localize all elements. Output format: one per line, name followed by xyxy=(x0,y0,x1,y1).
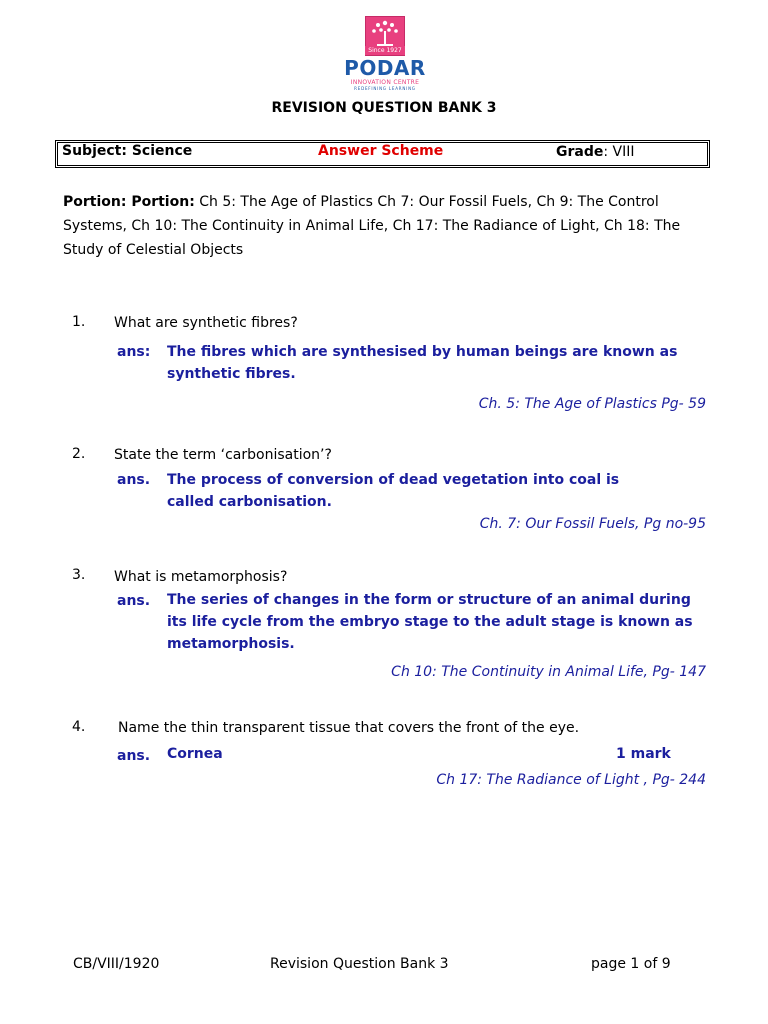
logo-name: PODAR xyxy=(344,56,426,80)
chapter-reference: Ch 17: The Radiance of Light , Pg- 244 xyxy=(436,772,706,788)
page-title: REVISION QUESTION BANK 3 xyxy=(271,100,497,116)
portion-paragraph xyxy=(63,190,713,262)
footer-title: Revision Question Bank 3 xyxy=(270,956,449,972)
answer-text: The series of changes in the form or structure of an animal during its life cycle from the embryo stage to the adult stage is known as metamorphosis. xyxy=(167,592,693,652)
grade-label: Grade xyxy=(556,144,604,160)
question-number: 1. xyxy=(72,314,86,330)
answer-label: ans: xyxy=(117,344,151,360)
logo-tagline: REDEFINING LEARNING xyxy=(354,86,416,91)
footer-code: CB/VIII/1920 xyxy=(73,956,160,972)
question-number: 2. xyxy=(72,446,86,462)
grade-field xyxy=(556,144,635,160)
portion-text: Ch 5: The Age of Plastics Ch 7: Our Fossil Fuels, Ch 9: The Control Systems, Ch 10: The Continuity in Animal Life, Ch 17: The Radiance of Light, Ch 18: The Study of Celestial Objects xyxy=(63,194,681,258)
logo-since: Since 1927 xyxy=(365,46,405,55)
answer-label: ans. xyxy=(117,593,151,609)
portion-label: Portion: Portion: xyxy=(63,194,195,210)
answer-label: ans. xyxy=(117,748,151,764)
answer-text: Cornea xyxy=(167,746,223,762)
answer-text: The fibres which are synthesised by human beings are known as synthetic fibres. xyxy=(167,344,678,382)
footer-page-number: page 1 of 9 xyxy=(591,956,671,972)
question-text: State the term ‘carbonisation’? xyxy=(114,447,332,463)
question-text: What are synthetic fibres? xyxy=(114,315,298,331)
marks-label: 1 mark xyxy=(616,746,671,762)
answer-text: The process of conversion of dead vegetation into coal is called carbonisation. xyxy=(167,472,620,510)
answer-scheme-label: Answer Scheme xyxy=(318,143,444,159)
chapter-reference: Ch. 7: Our Fossil Fuels, Pg no-95 xyxy=(479,516,706,532)
question-number: 4. xyxy=(72,719,86,735)
logo-subtitle: INNOVATION CENTRE xyxy=(350,79,420,86)
chapter-reference: Ch 10: The Continuity in Animal Life, Pg- 147 xyxy=(391,664,706,680)
chapter-reference: Ch. 5: The Age of Plastics Pg- 59 xyxy=(478,396,706,412)
question-text: What is metamorphosis? xyxy=(114,569,288,585)
tree-icon xyxy=(366,17,404,49)
question-number: 3. xyxy=(72,567,86,583)
grade-value: : VIII xyxy=(603,144,635,160)
answer-label: ans. xyxy=(117,472,151,488)
subject-label: Subject: Science xyxy=(62,143,193,159)
question-text: Name the thin transparent tissue that covers the front of the eye. xyxy=(118,720,580,736)
